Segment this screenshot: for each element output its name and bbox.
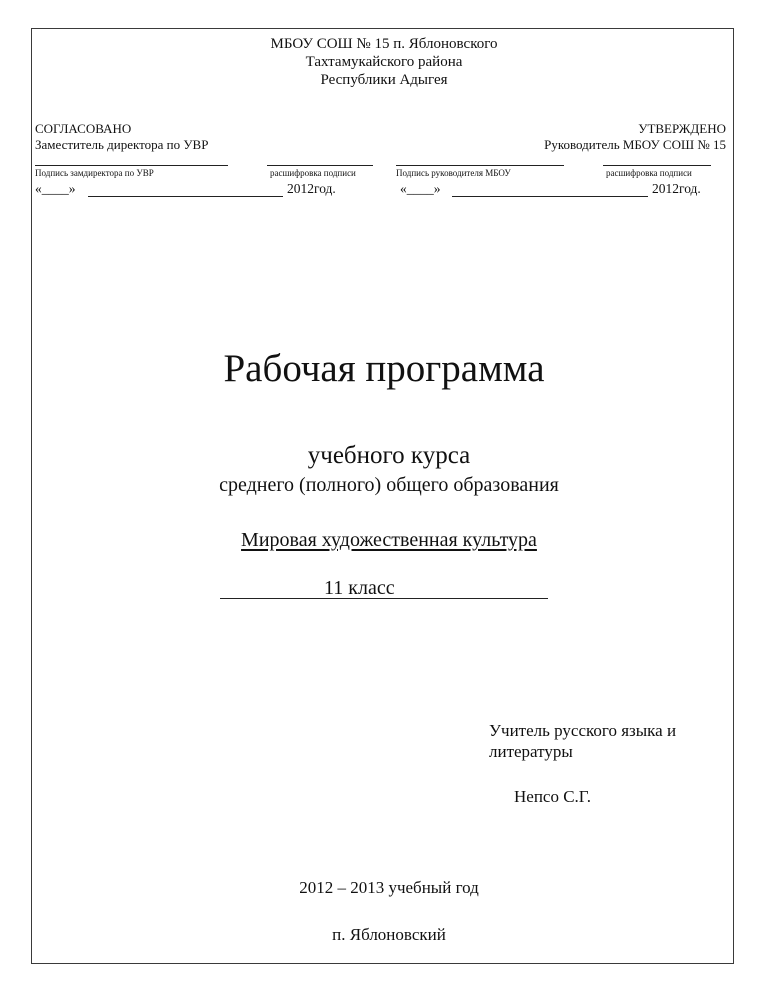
right-decode-label: расшифровка подписи: [606, 168, 692, 178]
school-district-line: Тахтамукайского района: [305, 54, 463, 70]
approved-left-role: Заместитель директора по УВР: [35, 137, 209, 152]
school-republic-line: Республики Адыгея: [320, 72, 448, 88]
school-name-line1: МБОУ СОШ № 15 п. Яблоновского: [270, 36, 498, 52]
approved-left-title: СОГЛАСОВАНО: [35, 121, 132, 136]
right-signature-line: [396, 165, 564, 166]
place-name: п. Яблоновский: [332, 925, 446, 944]
left-decode-line: [267, 165, 373, 166]
left-date-month-line: [88, 196, 283, 197]
right-signature-label: Подпись руководителя МБОУ: [396, 168, 511, 178]
teacher-name: Непсо С.Г.: [514, 787, 591, 806]
document-title: Рабочая программа: [223, 347, 545, 390]
left-signature-line: [35, 165, 228, 166]
subject-name-row: [0, 529, 768, 552]
left-decode-label: расшифровка подписи: [270, 168, 356, 178]
education-level: среднего (полного) общего образования: [219, 474, 559, 496]
right-date-day: «____»: [400, 181, 441, 196]
left-signature-label: Подпись замдиректора по УВР: [35, 168, 154, 178]
right-date-year: 2012год.: [652, 181, 701, 196]
grade-underline-middle: [322, 598, 411, 599]
teacher-position-line1: Учитель русского языка и: [489, 721, 677, 740]
approved-right-role: Руководитель МБОУ СОШ № 15: [544, 137, 726, 152]
grade: 11 класс: [324, 577, 395, 599]
left-date-day: «____»: [35, 181, 76, 196]
subject-name: Мировая художественная культура: [241, 529, 537, 551]
teacher-position-line2: литературы: [489, 742, 573, 761]
course-subtitle: учебного курса: [307, 442, 471, 469]
right-date-month-line: [452, 196, 648, 197]
grade-underline-left: [220, 598, 324, 599]
left-date-year: 2012год.: [287, 181, 336, 196]
right-decode-line: [603, 165, 711, 166]
academic-year: 2012 – 2013 учебный год: [299, 878, 479, 897]
approved-right-title: УТВЕРЖДЕНО: [638, 121, 726, 136]
grade-underline-right: [411, 598, 548, 599]
